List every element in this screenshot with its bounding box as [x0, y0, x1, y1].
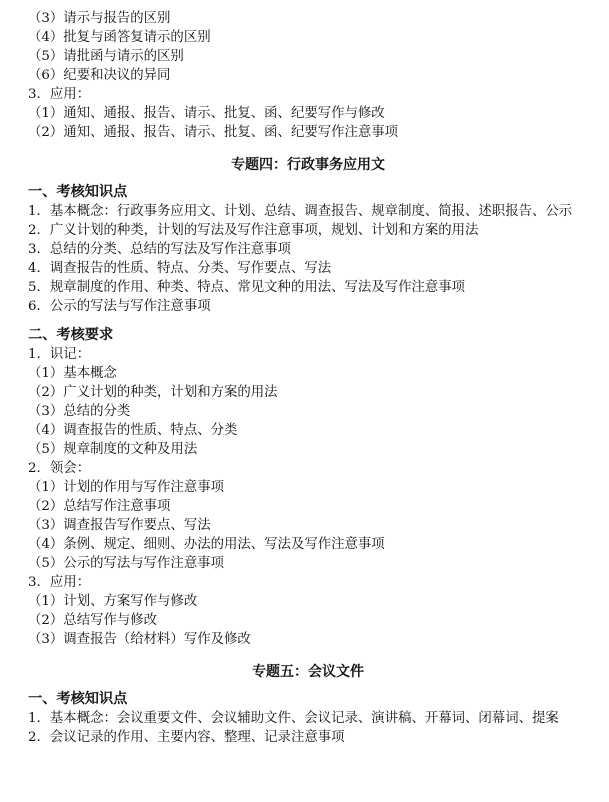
list-item: （1）通知、通报、报告、请示、批复、函、纪要写作与修改 — [28, 106, 385, 121]
list-item: （5）规章制度的文种及用法 — [28, 442, 198, 457]
list-item: （3）调查报告（给材料）写作及修改 — [28, 632, 251, 647]
topic5-title: 专题五：会议文件 — [252, 664, 364, 680]
list-item: 2．会议记录的作用、主要内容、整理、记录注意事项 — [28, 730, 345, 745]
list-item: （3）请示与报告的区别 — [28, 11, 171, 26]
list-item: （1）基本概念 — [28, 366, 117, 381]
list-item: 2．广义计划的种类，计划的写法及写作注意事项，规划、计划和方案的用法 — [28, 223, 479, 238]
list-item: （3）总结的分类 — [28, 404, 131, 419]
section-label: 1．识记： — [28, 347, 91, 362]
topic4-requirements-heading: 二、考核要求 — [28, 327, 114, 343]
section-label: 2．领会： — [28, 461, 91, 476]
list-item: （2）总结写作与修改 — [28, 613, 158, 628]
list-item: （5）请批函与请示的区别 — [28, 49, 184, 64]
list-item: （3）调查报告写作要点、写法 — [28, 518, 211, 533]
list-item: 5．规章制度的作用、种类、特点、常见文种的用法、写法及写作注意事项 — [28, 280, 466, 295]
list-item: 3．总结的分类、总结的写法及写作注意事项 — [28, 242, 291, 257]
list-item: （2）总结写作注意事项 — [28, 499, 171, 514]
list-item: （6）纪要和决议的异同 — [28, 68, 171, 83]
list-item: （4）条例、规定、细则、办法的用法、写法及写作注意事项 — [28, 537, 385, 552]
topic5-knowledge-heading: 一、考核知识点 — [28, 691, 128, 707]
section-label: 3．应用： — [28, 575, 91, 590]
topic4-knowledge-heading: 一、考核知识点 — [28, 184, 128, 200]
list-item: （4）调查报告的性质、特点、分类 — [28, 423, 238, 438]
list-item: 1．基本概念：行政事务应用文、计划、总结、调查报告、规章制度、简报、述职报告、公示 — [28, 204, 573, 219]
list-item: 4．调查报告的性质、特点、分类、写作要点、写法 — [28, 261, 332, 276]
list-item: （4）批复与函答复请示的区别 — [28, 30, 211, 45]
topic4-title: 专题四：行政事务应用文 — [231, 157, 385, 173]
list-item: （2）广义计划的种类，计划和方案的用法 — [28, 385, 278, 400]
list-item: （5）公示的写法与写作注意事项 — [28, 556, 224, 571]
list-item: 6．公示的写法与写作注意事项 — [28, 299, 211, 314]
list-item: （2）通知、通报、报告、请示、批复、函、纪要写作注意事项 — [28, 125, 399, 140]
list-item: 1．基本概念：会议重要文件、会议辅助文件、会议记录、演讲稿、开幕词、闭幕词、提案 — [28, 711, 559, 726]
list-item: （1）计划、方案写作与修改 — [28, 594, 198, 609]
document-page — [28, 9, 588, 747]
section-label: 3．应用： — [28, 87, 91, 102]
list-item: （1）计划的作用与写作注意事项 — [28, 480, 224, 495]
